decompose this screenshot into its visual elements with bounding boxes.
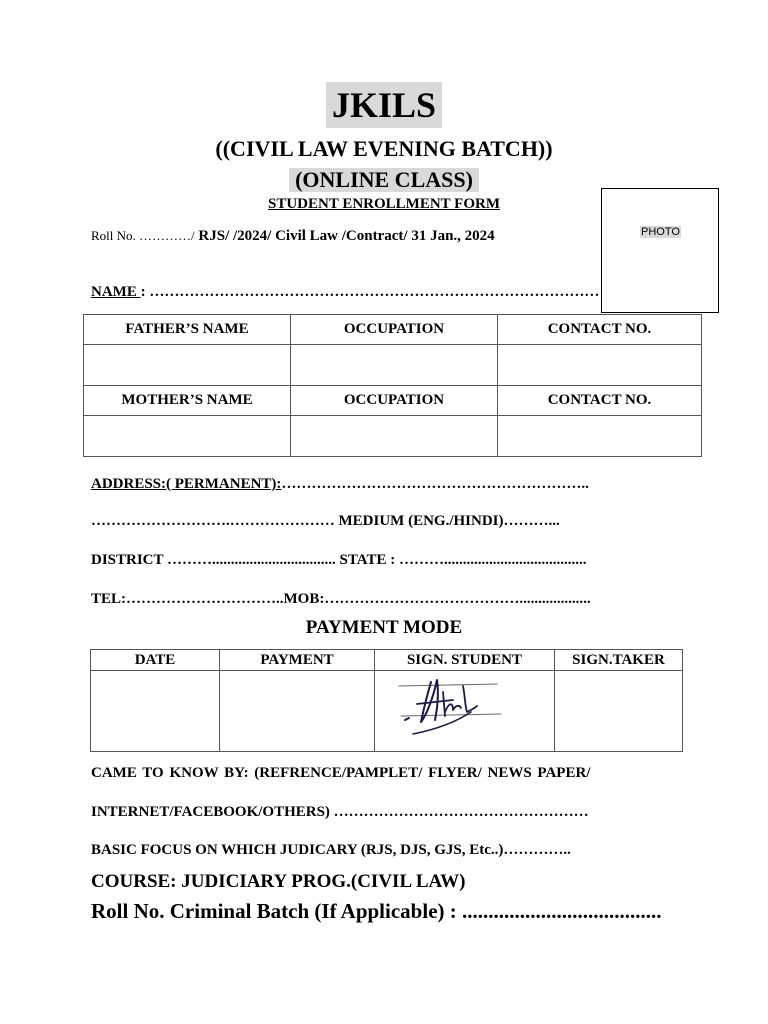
mother-header-row	[84, 386, 702, 416]
batch-title: ((CIVIL LAW EVENING BATCH))	[215, 136, 553, 161]
roll-number-label: Roll No. …………/	[91, 228, 195, 243]
father-contact-cell[interactable]	[498, 345, 702, 386]
mother-contact-cell[interactable]	[498, 416, 702, 457]
form-title-jkils: JKILS	[326, 82, 442, 128]
mother-occupation-header: OCCUPATION	[291, 386, 498, 416]
address-dots: ……………………………………………………..	[281, 476, 589, 492]
father-name-cell[interactable]	[84, 345, 291, 386]
payment-cell[interactable]	[220, 671, 375, 752]
photo-label: PHOTO	[641, 226, 680, 238]
name-label: NAME	[91, 284, 141, 300]
sign-taker-cell[interactable]	[555, 671, 683, 752]
enrollment-form-title: STUDENT ENROLLMENT FORM	[268, 196, 500, 212]
mother-name-header: MOTHER’S NAME	[84, 386, 291, 416]
roll-number-value: RJS/ /2024/ Civil Law /Contract/ 31 Jan., 2024	[194, 228, 495, 244]
roll-number-line	[91, 228, 495, 245]
mother-contact-header: CONTACT NO.	[498, 386, 702, 416]
medium-line: ……………………….………………… MEDIUM (ENG./HINDI)………...	[91, 513, 560, 529]
district-state-line: DISTRICT ………................................. STATE : ………......................................	[91, 552, 587, 568]
parents-table	[83, 314, 702, 457]
judiciary-focus-line: BASIC FOCUS ON WHICH JUDICARY (RJS, DJS, GJS, Etc..)…………..	[91, 842, 571, 858]
sign-student-header: SIGN. STUDENT	[375, 650, 555, 671]
mother-input-row	[84, 416, 702, 457]
address-label: ADDRESS:( PERMANENT):	[91, 476, 282, 492]
came-to-know-line-1: CAME TO KNOW BY: (REFRENCE/PAMPLET/ FLYER/ NEWS PAPER/	[91, 765, 591, 781]
father-header-row	[84, 315, 702, 345]
father-name-header: FATHER’S NAME	[84, 315, 291, 345]
payment-input-row	[91, 671, 683, 752]
mother-occupation-cell[interactable]	[291, 416, 498, 457]
father-contact-header: CONTACT NO.	[498, 315, 702, 345]
name-line	[91, 284, 599, 301]
mother-name-cell[interactable]	[84, 416, 291, 457]
course-line: COURSE: JUDICIARY PROG.(CIVIL LAW)	[91, 871, 466, 892]
date-cell[interactable]	[91, 671, 220, 752]
photo-box	[601, 188, 719, 313]
payment-header-row	[91, 650, 683, 671]
father-occupation-header: OCCUPATION	[291, 315, 498, 345]
name-dots: : ………………………………………………………………………………	[140, 284, 599, 300]
tel-mob-line: TEL:…………………………..MOB:…………………………………...................	[91, 591, 591, 607]
payment-header: PAYMENT	[220, 650, 375, 671]
student-signature	[393, 672, 505, 740]
payment-table	[90, 649, 683, 752]
father-input-row	[84, 345, 702, 386]
father-occupation-cell[interactable]	[291, 345, 498, 386]
payment-mode-title: PAYMENT MODE	[305, 617, 463, 638]
class-mode-title: (ONLINE CLASS)	[289, 168, 479, 192]
sign-taker-header: SIGN.TAKER	[555, 650, 683, 671]
address-line	[91, 476, 589, 493]
date-header: DATE	[91, 650, 220, 671]
criminal-batch-roll-line: Roll No. Criminal Batch (If Applicable) : ......................................	[91, 899, 662, 923]
came-to-know-line-2: INTERNET/FACEBOOK/OTHERS) ……………………………………………	[91, 804, 589, 820]
